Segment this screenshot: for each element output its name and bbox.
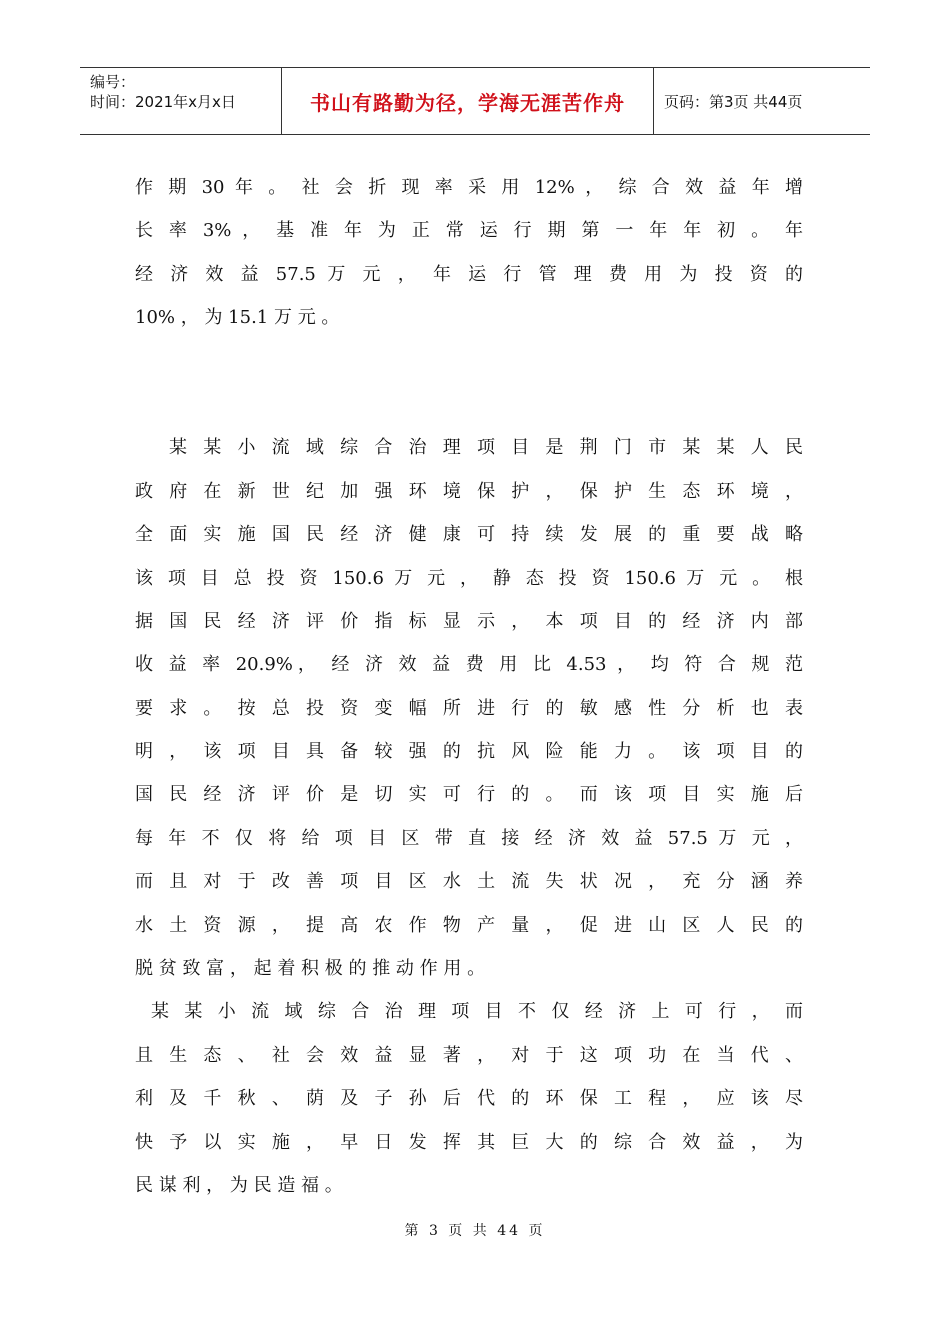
text-line: 每 年 不 仅 将 给 项 目 区 带 直 接 经 济 效 益 57.5 万 元 ， [135,827,803,849]
text-line: 利 及 千 秋 、 荫 及 子 孙 后 代 的 环 保 工 程 ， 应 该 尽 [135,1088,803,1110]
text-line: 民 谋 利 ， 为 民 造 福 。 [135,1174,343,1196]
text-line: 作 期 30 年 。 社 会 折 现 率 采 用 12% ， 综 合 效 益 年 增 [135,177,803,198]
text-line: 该 项 目 总 投 资 150.6 万 元 ， 静 态 投 资 150.6 万 元 。 根 [135,567,803,589]
text-line: 10% ， 为 15.1 万 元 。 [135,307,340,329]
text-line: 明 ， 该 项 目 具 备 较 强 的 抗 风 险 能 力 。 该 项 目 的 [135,741,803,763]
text-line: 而 且 对 于 改 善 项 目 区 水 土 流 失 状 况 ， 充 分 涵 养 [135,871,803,893]
text-line: 快 予 以 实 施 ， 早 日 发 挥 其 巨 大 的 综 合 效 益 ， 为 [135,1131,803,1153]
header-motto: 书山有路勤为径，学海无涯苦作舟 [282,68,654,134]
text-line: 经 济 效 益 57.5 万 元 ， 年 运 行 管 理 费 用 为 投 资 的 [135,263,803,285]
document-body [135,166,803,1207]
document-header [80,67,870,135]
text-line: 某 某 小 流 域 综 合 治 理 项 目 是 荆 门 市 某 某 人 民 [169,437,803,459]
text-line: 据 国 民 经 济 评 价 指 标 显 示 ， 本 项 目 的 经 济 内 部 [135,610,803,632]
document-number-label: 编号： [90,73,136,91]
text-line: 全 面 实 施 国 民 经 济 健 康 可 持 续 发 展 的 重 要 战 略 [135,524,803,546]
text-line: 某 某 小 流 域 综 合 治 理 项 目 不 仅 经 济 上 可 行 ， 而 [151,1001,803,1023]
header-meta [80,68,282,134]
text-line: 收 益 率 20.9%， 经 济 效 益 费 用 比 4.53 ， 均 符 合 规 范 [135,654,803,676]
document-time-label: 时间：2021年x月x日 [90,93,236,111]
text-line: 长 率 3% ， 基 准 年 为 正 常 运 行 期 第 一 年 年 初 。 年 [135,220,803,242]
header-page-info: 页码：第3页 共44页 [664,92,803,111]
text-line: 政 府 在 新 世 纪 加 强 环 境 保 护 ， 保 护 生 态 环 境 ， [135,480,803,502]
text-line: 且 生 态 、 社 会 效 益 显 著 ， 对 于 这 项 功 在 当 代 、 [135,1044,803,1066]
text-line: 脱 贫 致 富 ， 起 着 积 极 的 推 动 作 用 。 [135,958,486,980]
text-line: 国 民 经 济 评 价 是 切 实 可 行 的 。 而 该 项 目 实 施 后 [135,784,803,806]
text-line: 水 土 资 源 ， 提 高 农 作 物 产 量 ， 促 进 山 区 人 民 的 [135,914,803,936]
page-footer: 第 3 页 共 44 页 [404,1223,546,1239]
text-line: 要 求 。 按 总 投 资 变 幅 所 进 行 的 敏 感 性 分 析 也 表 [135,697,803,719]
